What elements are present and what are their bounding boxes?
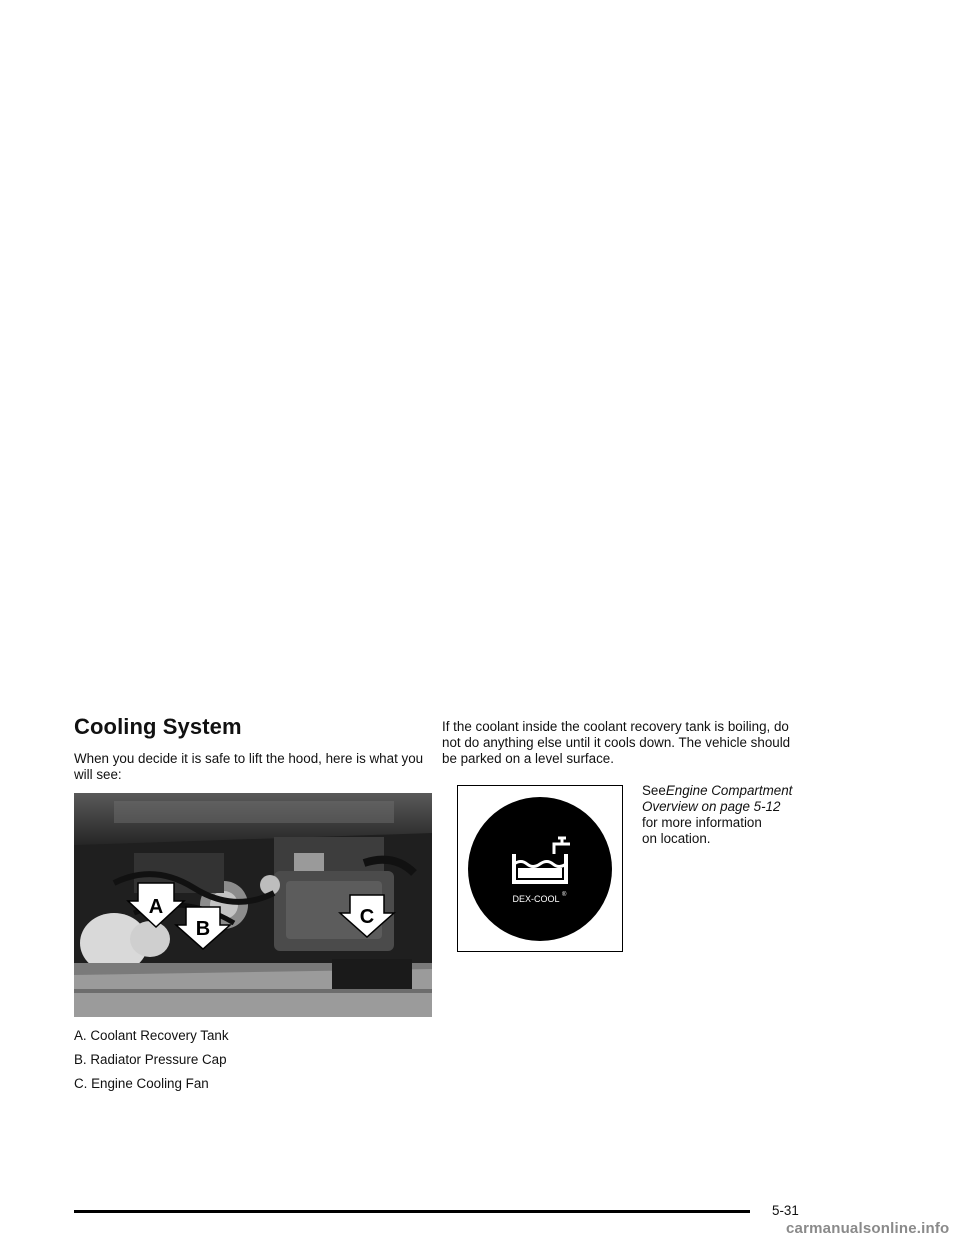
page-number: 5-31 <box>772 1203 799 1218</box>
boiling-warning-text: If the coolant inside the coolant recovery tank is boiling, do not do anything else until it cools down. The vehicle should be parked on a level surface. <box>442 719 791 766</box>
see-suffix-line-1: for more information <box>642 815 762 830</box>
legend-item-c: C. Engine Cooling Fan <box>74 1076 209 1091</box>
legend-item-a: A. Coolant Recovery Tank <box>74 1028 229 1043</box>
callout-label-a: A <box>148 896 164 918</box>
footer-divider <box>74 1210 750 1213</box>
dex-cool-symbol-icon <box>458 786 622 951</box>
page-link-engine-compartment[interactable]: Engine Compartment Overview on page 5-12 <box>642 783 793 814</box>
dex-cool-label: DEX-COOL <box>512 894 560 904</box>
callout-label-c: C <box>359 906 375 928</box>
dex-cool-symbol-frame <box>457 785 623 952</box>
cross-reference-text <box>642 783 842 847</box>
engine-compartment-photo <box>74 793 432 1017</box>
callout-label-b: B <box>195 918 211 940</box>
page-title: Cooling System <box>74 714 242 739</box>
see-prefix: See <box>642 783 666 798</box>
intro-text: When you decide it is safe to lift the hood, here is what you will see: <box>74 751 424 782</box>
watermark: carmanualsonline.info <box>786 1220 950 1237</box>
see-suffix-line-2: on location. <box>642 831 711 846</box>
legend-item-b: B. Radiator Pressure Cap <box>74 1052 227 1067</box>
callout-legend <box>74 1028 229 1100</box>
registered-mark: ® <box>562 892 567 898</box>
